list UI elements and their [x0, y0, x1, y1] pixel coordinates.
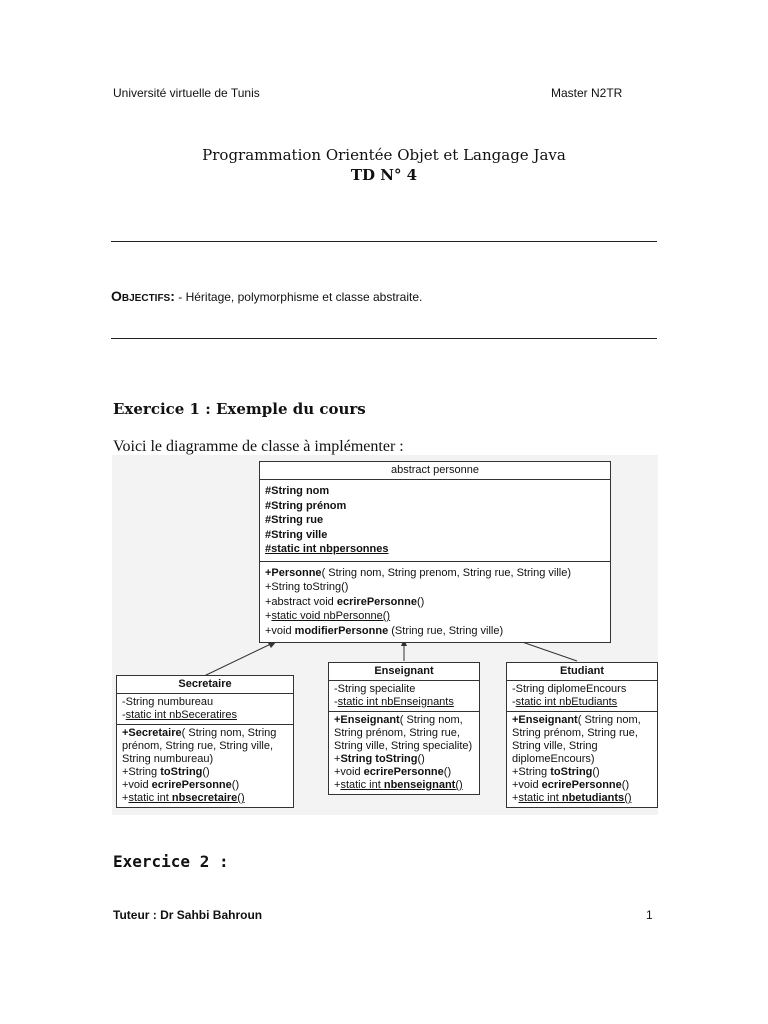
class-personne-methods	[260, 561, 610, 643]
class-personne-attributes	[260, 480, 610, 561]
attribute: -static int nbEnseignants	[334, 696, 454, 708]
method: +void ecrirePersonne()	[512, 779, 630, 791]
class-personne-name: abstract personne	[260, 462, 610, 480]
method: +String toString()	[512, 766, 600, 778]
exercise-1-title: Exercice 1 : Exemple du cours	[113, 400, 366, 418]
attribute: #String rue	[265, 514, 324, 526]
method: +String toString()	[122, 766, 210, 778]
method: +void ecrirePersonne()	[122, 779, 240, 791]
header-program: Master N2TR	[551, 86, 623, 100]
page-title: Programmation Orientée Objet et Langage Java	[202, 146, 566, 164]
attribute: -String specialite	[334, 683, 416, 695]
class-enseignant-name: Enseignant	[329, 663, 479, 681]
method: +void ecrirePersonne()	[334, 766, 452, 778]
class-etudiant-methods	[507, 711, 657, 807]
method: +String toString()	[334, 753, 425, 765]
class-personne	[259, 461, 611, 643]
class-secretaire-name: Secretaire	[117, 676, 293, 694]
header-university: Université virtuelle de Tunis	[113, 86, 260, 100]
method: +static void nbPersonne()	[265, 610, 391, 622]
exercise-2-title: Exercice 2 :	[113, 852, 229, 871]
attribute: -String numbureau	[122, 696, 214, 708]
class-secretaire-attributes	[117, 694, 293, 724]
class-enseignant-attributes	[329, 681, 479, 711]
method: +Personne( String nom, String prenom, String rue, String ville)	[265, 566, 571, 579]
method: +static int nbetudiants()	[512, 792, 632, 804]
class-etudiant-name: Etudiant	[507, 663, 657, 681]
method: +void modifierPersonne (String rue, String ville)	[265, 624, 504, 637]
class-diagram	[112, 455, 658, 815]
method: +Secretaire( String nom, String prénom, String rue, String ville, String numbureau)	[122, 727, 277, 765]
divider-top	[111, 241, 657, 242]
method: +Enseignant( String nom, String prénom, String rue, String ville, String specialite)	[334, 714, 473, 752]
attribute: -String diplomeEncours	[512, 683, 627, 695]
class-secretaire	[116, 675, 294, 808]
attribute: #String nom	[265, 485, 330, 497]
attribute: #String ville	[265, 528, 328, 541]
class-enseignant	[328, 662, 480, 795]
class-enseignant-methods	[329, 711, 479, 794]
attribute: -static int nbEtudiants	[512, 696, 618, 708]
objectifs-text: - Héritage, polymorphisme et classe abstraite.	[174, 290, 423, 304]
class-etudiant	[506, 662, 658, 808]
method: +Enseignant( String nom, String prénom, String rue, String ville, String diplomeEncours)	[512, 714, 641, 765]
td-number: TD N° 4	[350, 166, 418, 184]
page-number: 1	[646, 908, 653, 922]
method: +abstract void ecrirePersonne()	[265, 595, 425, 608]
exercise-1-intro: Voici le diagramme de classe à implémenter :	[113, 438, 404, 455]
class-etudiant-attributes	[507, 681, 657, 711]
objectifs-line	[111, 288, 422, 304]
arrow-secretaire	[202, 641, 277, 677]
footer-tutor: Tuteur : Dr Sahbi Bahroun	[113, 908, 263, 922]
attribute: #String prénom	[265, 499, 347, 512]
method: +static int nbsecretaire()	[122, 792, 245, 804]
method: +static int nbenseignant()	[334, 779, 463, 791]
attribute-static: #static int nbpersonnes	[265, 543, 389, 555]
attribute: -static int nbSeceratires	[122, 709, 237, 721]
method: +String toString()	[265, 581, 349, 593]
class-secretaire-methods	[117, 724, 293, 807]
divider-bottom	[111, 338, 657, 339]
objectifs-label: Objectifs:	[111, 288, 175, 304]
